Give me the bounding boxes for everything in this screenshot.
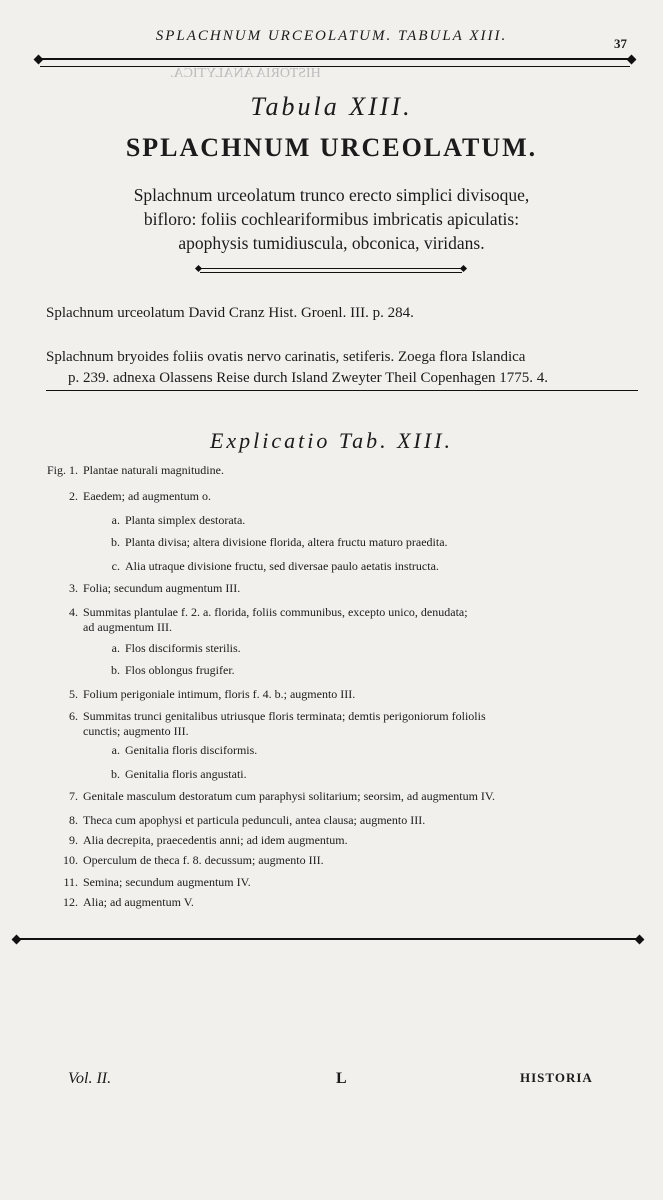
head-rule bbox=[40, 58, 630, 67]
figure-item bbox=[46, 489, 596, 504]
figure-text: Alia; ad augmentum V. bbox=[83, 895, 194, 909]
figure-letter: a. bbox=[111, 641, 120, 655]
synonym-entry bbox=[46, 303, 636, 324]
figure-number: 4. bbox=[69, 605, 78, 619]
footnote-rule bbox=[18, 938, 638, 942]
figure-item bbox=[46, 875, 596, 890]
figure-text: Eaedem; ad augmentum o. bbox=[83, 489, 211, 503]
volume-label: Vol. II. bbox=[68, 1070, 112, 1087]
section-rule bbox=[46, 390, 638, 391]
figure-number: 6. bbox=[69, 709, 78, 723]
figure-subitem bbox=[46, 663, 638, 678]
catchword: HISTORIA bbox=[520, 1070, 593, 1085]
figure-item bbox=[46, 687, 596, 702]
figure-text: Theca cum apophysi et particula pedunculi, antea clausa; augmento III. bbox=[83, 813, 426, 827]
figure-number: 8. bbox=[69, 813, 78, 827]
species-diagnosis bbox=[0, 183, 663, 255]
figure-subitem bbox=[46, 743, 638, 758]
show-through-text: HISTORIA ANALYTICA. bbox=[170, 66, 321, 81]
synonym-line: p. 239. adnexa Olassens Reise durch Island Zweyter Theil Copenhagen 1775. 4. bbox=[68, 370, 549, 386]
figure-letter: a. bbox=[111, 743, 120, 757]
species-title: SPLACHNUM URCEOLATUM. bbox=[125, 133, 538, 162]
figure-letter: b. bbox=[111, 663, 120, 677]
signature-mark: L bbox=[336, 1070, 347, 1087]
figure-text: Summitas plantulae f. 2. a. florida, foliis communibus, excepto unico, denudata; bbox=[83, 605, 468, 619]
figure-text: Planta simplex destorata. bbox=[125, 513, 246, 527]
diagnosis-line: bifloro: foliis cochleariformibus imbricatis apiculatis: bbox=[143, 209, 520, 229]
figure-item bbox=[46, 895, 596, 910]
diagnosis-rule bbox=[200, 268, 462, 273]
figure-text: Operculum de theca f. 8. decussum; augmento III. bbox=[83, 853, 324, 867]
figure-number: 7. bbox=[69, 789, 78, 803]
diagnosis-line: apophysis tumidiuscula, obconica, viridans. bbox=[178, 233, 485, 253]
running-head: SPLACHNUM URCEOLATUM. TABULA XIII. bbox=[155, 28, 508, 44]
figure-number: 3. bbox=[69, 581, 78, 595]
figure-number: 9. bbox=[69, 833, 78, 847]
figure-item bbox=[46, 581, 596, 596]
figure-number: 12. bbox=[63, 895, 78, 909]
figure-number: 5. bbox=[69, 687, 78, 701]
figure-item bbox=[46, 833, 596, 848]
figure-letter: b. bbox=[111, 767, 120, 781]
figure-text: Flos oblongus frugifer. bbox=[125, 663, 235, 677]
figure-text: Summitas trunci genitalibus utriusque floris terminata; demtis perigoniorum foliolis bbox=[83, 709, 486, 723]
figure-number: Fig. 1. bbox=[46, 463, 78, 477]
synonym-line: Splachnum urceolatum David Cranz Hist. Groenl. III. p. 284. bbox=[46, 305, 414, 321]
figure-subitem bbox=[46, 559, 638, 574]
figure-number: 11. bbox=[63, 875, 78, 889]
figure-letter: a. bbox=[111, 513, 120, 527]
figure-number: 2. bbox=[69, 489, 78, 503]
figure-text: Planta divisa; altera divisione florida, altera fructu maturo praedita. bbox=[125, 535, 448, 549]
figure-item bbox=[46, 813, 596, 828]
figure-text: Genitalia floris angustati. bbox=[125, 767, 247, 781]
diagnosis-line: Splachnum urceolatum trunco erecto simplici divisoque, bbox=[133, 185, 530, 205]
figure-text: Folia; secundum augmentum III. bbox=[83, 581, 241, 595]
figure-text: Semina; secundum augmentum IV. bbox=[83, 875, 251, 889]
figure-text: Genitale masculum destoratum cum paraphysi solitarium; seorsim, ad augmentum IV. bbox=[83, 789, 496, 803]
figure-text-continued: cunctis; augmento III. bbox=[83, 724, 189, 738]
figure-text: Alia decrepita, praecedentis anni; ad idem augmentum. bbox=[83, 833, 348, 847]
page-number: 37 bbox=[614, 36, 627, 51]
figure-subitem bbox=[46, 641, 638, 656]
figure-item bbox=[46, 789, 596, 804]
figure-item bbox=[46, 709, 596, 739]
figure-subitem bbox=[46, 767, 638, 782]
figure-text: Plantae naturali magnitudine. bbox=[83, 463, 224, 477]
figure-text: Folium perigoniale intimum, floris f. 4. b.; augmento III. bbox=[83, 687, 356, 701]
figure-item bbox=[46, 463, 596, 478]
figure-letter: c. bbox=[111, 559, 120, 573]
figure-text: Alia utraque divisione fructu, sed diversae paulo aetatis instructa. bbox=[125, 559, 439, 573]
figure-text: Genitalia floris disciformis. bbox=[125, 743, 258, 757]
figure-item bbox=[46, 853, 596, 868]
plate-label: Tabula XIII. bbox=[250, 92, 413, 121]
figure-item bbox=[46, 605, 596, 635]
figure-subitem bbox=[46, 513, 638, 528]
explicatio-title: Explicatio Tab. XIII. bbox=[209, 428, 454, 453]
figure-text-continued: ad augmentum III. bbox=[83, 620, 172, 634]
figure-number: 10. bbox=[63, 853, 78, 867]
figure-letter: b. bbox=[111, 535, 120, 549]
synonym-line: Splachnum bryoides foliis ovatis nervo carinatis, setiferis. Zoega flora Islandica bbox=[46, 349, 526, 365]
synonym-entry bbox=[46, 347, 636, 389]
figure-text: Flos disciformis sterilis. bbox=[125, 641, 241, 655]
figure-subitem bbox=[46, 535, 638, 550]
